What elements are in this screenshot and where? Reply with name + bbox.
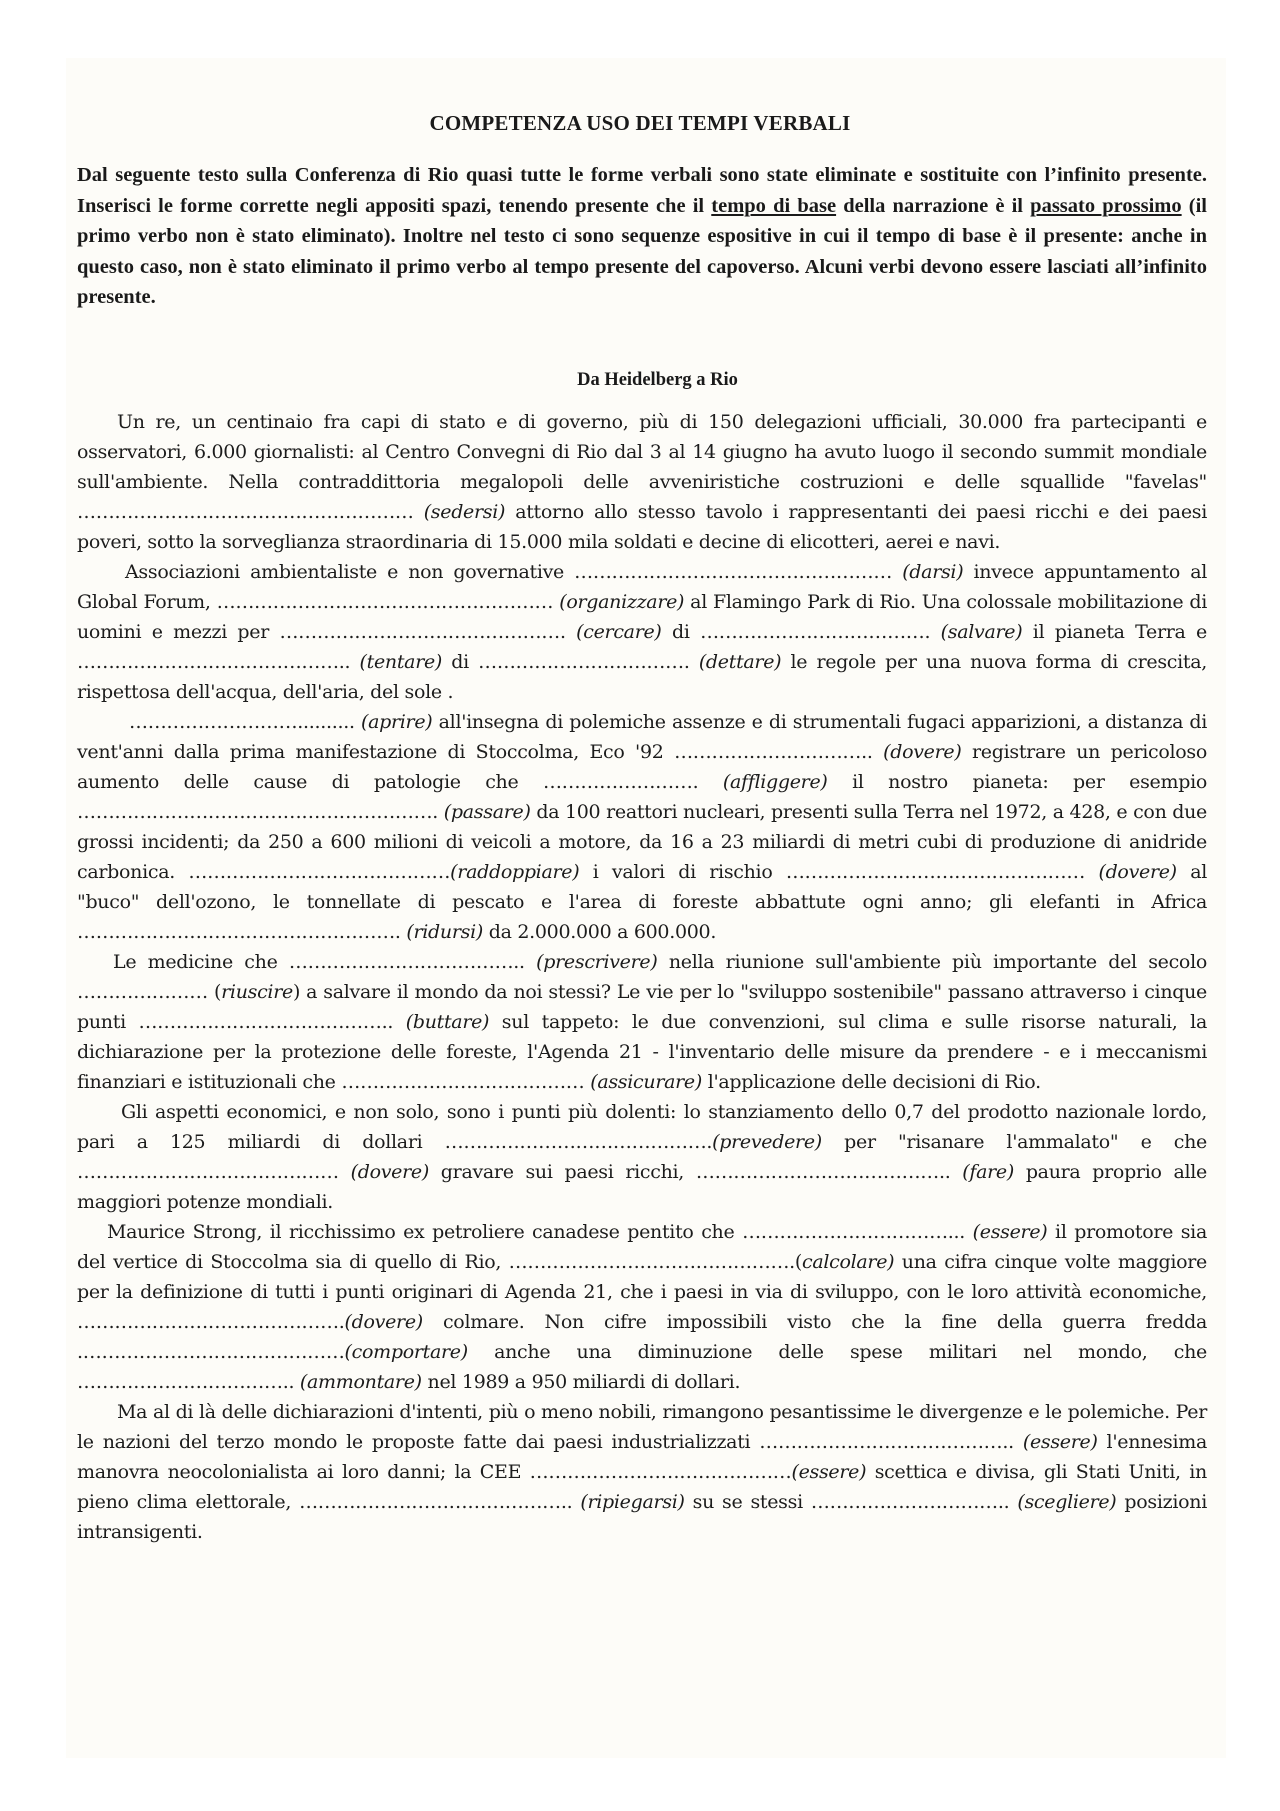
text-segment: paura proprio alle maggiori potenze mondiali. xyxy=(77,1161,1207,1213)
text-segment: sul tappeto: le due convenzioni, sul clima e sulle risorse naturali, la dichiarazione per la protezione delle foreste, l'Agenda 21 - l'inventario delle misure da prendere - e i meccanismi finanziari e istituzionali che ………………………………… xyxy=(77,1011,1207,1093)
paragraph xyxy=(77,557,1207,707)
verb-hint: calcolare) xyxy=(802,1251,895,1273)
text-segment: di ……………………………. xyxy=(442,651,699,673)
verb-hint: (passare) xyxy=(443,801,531,823)
text-segment: Gli aspetti economici, e non solo, sono i punti più dolenti: lo stanziamento dello 0,7 del prodotto nazionale lordo, pari a 125 miliardi di dollari ……………………………………. xyxy=(77,1101,1207,1153)
text-segment: gravare sui paesi ricchi, ………………………………….. xyxy=(428,1161,963,1183)
text-segment: al Flamingo Park di Rio. Una colossale mobilitazione di uomini e mezzi per ………………………………………. xyxy=(77,591,1207,643)
verb-hint: (cercare) xyxy=(576,621,662,643)
text-segment: il pianeta Terra e …………………………………….. xyxy=(77,621,1207,673)
verb-hint: (dettare) xyxy=(698,651,782,673)
paragraph xyxy=(77,707,1207,947)
text-segment: una cifra cinque volte maggiore per la definizione di tutti i punti originari di Agenda 21, che i paesi in via di sviluppo, con le loro attività economiche, ……………………………………. xyxy=(77,1251,1207,1333)
text-segment: Ma al di là delle dichiarazioni d'intenti, più o meno nobili, rimangono pesantissime le divergenze e le polemiche. Per le nazioni del terzo mondo le proposte fatte dai paesi industrializzati ………………………………….. xyxy=(77,1401,1207,1453)
text-segment: su se stessi ………………………….. xyxy=(684,1491,1018,1513)
text-segment: il nostro pianeta: per esempio …………………………………………………. xyxy=(77,771,1207,823)
verb-hint: (prevedere) xyxy=(712,1131,822,1153)
text-segment: Un re, un centinaio fra capi di stato e di governo, più di 150 delegazioni ufficiali, 30.000 fra partecipanti e osservatori, 6.000 giornalisti: al Centro Convegni di Rio dal 3 al 14 giugno ha avuto luogo il secondo summit mondiale sull'ambiente. Nella contraddittoria megalopoli delle avveniristiche costruzioni e delle squallide "favelas" ……………………………………………… xyxy=(77,411,1207,523)
verb-hint: (dovere) xyxy=(350,1161,429,1183)
instructions-part-2: della narrazione è il xyxy=(836,194,1031,217)
verb-hint: (buttare) xyxy=(405,1011,490,1033)
text-segment: le regole per una nuova forma di crescita, rispettosa dell'acqua, dell'aria, del sole . xyxy=(77,651,1207,703)
text-segment: di ………………………………. xyxy=(661,621,941,643)
verb-hint: (essere) xyxy=(1022,1431,1098,1453)
verb-hint: (scegliere) xyxy=(1017,1491,1117,1513)
exercise-text xyxy=(77,407,1207,1547)
verb-hint: (organizzare) xyxy=(559,591,685,613)
text-segment: da 100 reattori nucleari, presenti sulla Terra nel 1972, a 428, e con due grossi incidenti; da 250 a 600 milioni di veicoli a motore, da 16 a 23 miliardi di metri cubi di produzione di anidride carbonica. …………………………………… xyxy=(77,801,1208,883)
paragraph xyxy=(77,1097,1207,1217)
text-segment: invece appuntamento al Global Forum, ……………………………………………… xyxy=(77,561,1207,613)
text-segment: i valori di rischio ………………………………………… xyxy=(579,861,1099,883)
text-segment: per "risanare l'ammalato" e che …………………………………… xyxy=(77,1131,1207,1183)
text-segment: da 2.000.000 a 600.000. xyxy=(482,921,717,943)
text-segment: ) a salvare il mondo da noi stessi? Le vie per lo "sviluppo sostenibile" passano attraverso i cinque punti ………………………………….. xyxy=(77,981,1207,1033)
verb-hint: (fare) xyxy=(962,1161,1014,1183)
verb-hint: (prescrivere) xyxy=(536,951,658,973)
text-segment: l'applicazione delle decisioni di Rio. xyxy=(701,1071,1041,1093)
verb-hint: (ammontare) xyxy=(299,1371,422,1393)
verb-hint: (essere) xyxy=(972,1221,1048,1243)
paragraph xyxy=(77,1217,1207,1397)
verb-hint: (dovere) xyxy=(344,1311,423,1333)
text-segment: Maurice Strong, il ricchissimo ex petroliere canadese pentito che ……………………………... xyxy=(107,1221,973,1243)
paragraph xyxy=(77,407,1207,557)
text-subtitle: Da Heidelberg a Rio xyxy=(577,370,738,390)
verb-hint: (salvare) xyxy=(940,621,1023,643)
verb-hint: (ridursi) xyxy=(406,921,483,943)
verb-hint: (affliggere) xyxy=(722,771,828,793)
instructions-underlined-1: tempo di base xyxy=(711,194,837,217)
verb-hint: (sedersi) xyxy=(423,501,506,523)
text-segment: all'insegna di polemiche assenze e di strumentali fugaci apparizioni, a distanza di vent'anni dalla prima manifestazione di Stoccolma, Eco '92 ………………………….. xyxy=(77,711,1207,763)
text-segment: colmare. Non cifre impossibili visto che la fine della guerra fredda .…………………………………… xyxy=(77,1311,1207,1363)
text-segment: nel 1989 a 950 miliardi di dollari. xyxy=(421,1371,741,1393)
text-segment: ……………………….......... xyxy=(129,711,361,733)
verb-hint: riuscire xyxy=(221,981,293,1003)
text-segment: posizioni intransigenti. xyxy=(77,1491,1207,1543)
text-segment: attorno allo stesso tavolo i rappresentanti dei paesi ricchi e dei paesi poveri, sotto la sorveglianza straordinaria di 15.000 mila soldati e decine di elicotteri, aerei e navi. xyxy=(77,501,1208,553)
text-segment: Le medicine che ……………………………….. xyxy=(113,951,537,973)
text-segment: al "buco" dell'ozono, le tonnellate di pescato e l'area di foreste abbattute ogni anno; gli elefanti in Africa ……………………………………………. xyxy=(77,861,1207,943)
text-segment: nella riunione sull'ambiente più importante del secolo ………………… ( xyxy=(77,951,1207,1003)
verb-hint: (darsi) xyxy=(902,561,964,583)
verb-hint: (comportare) xyxy=(344,1341,468,1363)
verb-hint: (dovere) xyxy=(1098,861,1177,883)
paragraph xyxy=(77,947,1207,1097)
text-segment: Associazioni ambientaliste e non governative …………………………………………… xyxy=(125,561,903,583)
instructions-underlined-2: passato prossimo xyxy=(1030,194,1182,217)
text-segment: anche una diminuzione delle spese militari nel mondo, che …………………………….. xyxy=(77,1341,1207,1393)
text-segment: registrare un pericoloso aumento delle cause di patologie che ……………………. xyxy=(77,741,1207,793)
page-title: COMPETENZA USO DEI TEMPI VERBALI xyxy=(429,111,851,135)
text-segment: il promotore sia del vertice di Stoccolma sia di quello di Rio, ……………………………………….( xyxy=(77,1221,1207,1273)
text-segment: scettica e divisa, gli Stati Uniti, in pieno clima elettorale, …………………………………….. xyxy=(77,1461,1207,1513)
verb-hint: (raddoppiare) xyxy=(450,861,580,883)
verb-hint: (dovere) xyxy=(883,741,962,763)
instructions-part-3: (il primo verbo non è stato eliminato). Inoltre nel testo ci sono sequenze espositive in cui il tempo di base è il presente: anche in questo caso, non è stato eliminato il primo verbo al tempo presente del capoverso. Alcuni verbi devono essere lasciati all’infinito presente. xyxy=(77,194,1208,308)
verb-hint: (ripiegarsi) xyxy=(580,1491,685,1513)
verb-hint: (assicurare) xyxy=(590,1071,702,1093)
verb-hint: (essere) xyxy=(791,1461,867,1483)
paragraph xyxy=(77,1397,1207,1547)
instructions xyxy=(77,160,1207,313)
verb-hint: (tentare) xyxy=(359,651,443,673)
text-segment: l'ennesima manovra neocolonialista ai loro danni; la CEE …………………………………… xyxy=(77,1431,1207,1483)
instructions-part-1: Dal seguente testo sulla Conferenza di Rio quasi tutte le forme verbali sono state eliminate e sostituite con l’infinito presente. Inserisci le forme corrette negli appositi spazi, tenendo presente che il xyxy=(77,164,1207,217)
verb-hint: (aprire) xyxy=(360,711,433,733)
